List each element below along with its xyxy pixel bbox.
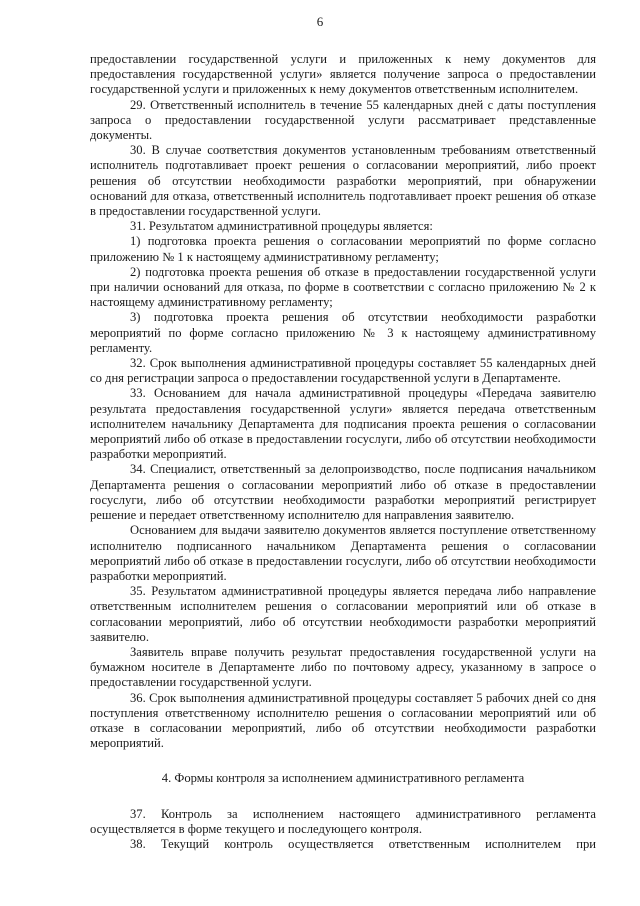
paragraph: 29. Ответственный исполнитель в течение 55 календарных дней с даты поступления запроса о предоставлении государственной услуги рассматривает представленные документы. bbox=[90, 97, 596, 143]
document-body bbox=[90, 52, 596, 852]
paragraph: 35. Результатом административной процедуры является передача либо направление ответственным исполнителем решения о согласовании мероприятий или об отказе в согласовании мероприятий, либо об отсутствии необходимости разработки мероприятий заявителю. bbox=[90, 584, 596, 644]
paragraph: 38. Текущий контроль осуществляется ответственным исполнителем при bbox=[130, 836, 596, 851]
paragraph: 36. Срок выполнения административной процедуры составляет 5 рабочих дней со дня поступления ответственному исполнителю решения о согласовании мероприятий или об отказе в согласовании мероприятий, либо об отсутствии необходимости разработки мероприятий. bbox=[90, 690, 596, 751]
section-heading: 4. Формы контроля за исполнением административного регламента bbox=[161, 771, 525, 786]
paragraph: 2) подготовка проекта решения об отказе в предоставлении государственной услуги при наличии оснований для отказа, по форме в соответствии с согласно приложению № 2 к настоящему административному регламенту; bbox=[90, 264, 596, 310]
paragraph: 34. Специалист, ответственный за делопроизводство, после подписания начальником Департамента решения о согласовании мероприятий либо об отказе в предоставлении госуслуги, либо об отсутствии необходимости разработки мероприятий регистрирует решение и передает ответственному исполнителю для направления заявителю. bbox=[90, 462, 596, 523]
paragraph: Заявитель вправе получить результат предоставления государственной услуги на бумажном носителе в Департаменте либо по почтовому адресу, указанному в запросе о предоставлении государственной услуги. bbox=[90, 644, 596, 690]
page-number: 6 bbox=[316, 14, 324, 29]
paragraphs-before-heading bbox=[90, 52, 596, 751]
paragraph: Основанием для выдачи заявителю документов является поступление ответственному исполнителю подписанного начальником Департамента решения о согласовании мероприятий либо об отказе в предоставлении госуслуги, либо об отсутствии необходимости разработки мероприятий. bbox=[90, 523, 596, 583]
paragraph: предоставлении государственной услуги и приложенных к нему документов для предоставления государственной услуги» является получение запроса о предоставлении государственной услуги и приложенных к нему документов ответственным исполнителем. bbox=[90, 52, 596, 97]
paragraph: 1) подготовка проекта решения о согласовании мероприятий по форме согласно приложению № 1 к настоящему административному регламенту; bbox=[90, 234, 596, 264]
paragraph: 31. Результатом административной процедуры является: bbox=[130, 219, 433, 234]
paragraph: 37. Контроль за исполнением настоящего административного регламента осуществляется в форме текущего и последующего контроля. bbox=[90, 806, 596, 836]
paragraph: 32. Срок выполнения административной процедуры составляет 55 календарных дней со дня регистрации запроса о предоставлении государственной услуги в Департаменте. bbox=[90, 356, 596, 386]
paragraphs-after-heading bbox=[90, 807, 596, 853]
paragraph: 3) подготовка проекта решения об отсутствии необходимости разработки мероприятий по форме согласно приложению № 3 к настоящему административному регламенту. bbox=[90, 310, 596, 355]
paragraph: 30. В случае соответствия документов установленным требованиям ответственный исполнитель подготавливает проект решения о согласовании мероприятий, либо проект решения об отсутствии необходимости разработки мероприятий, при обнаружении оснований для отказа, ответственный исполнитель подготавливает проект решения об отказе в предоставлении государственной услуги. bbox=[90, 143, 596, 219]
paragraph: 33. Основанием для начала административной процедуры «Передача заявителю результата предоставления государственной услуги» является передача ответственным исполнителем начальнику Департамента для подписания проекта решения о согласовании мероприятий либо об отказе в предоставлении госуслуги, либо об отсутствии необходимости разработки мероприятий. bbox=[90, 386, 596, 462]
